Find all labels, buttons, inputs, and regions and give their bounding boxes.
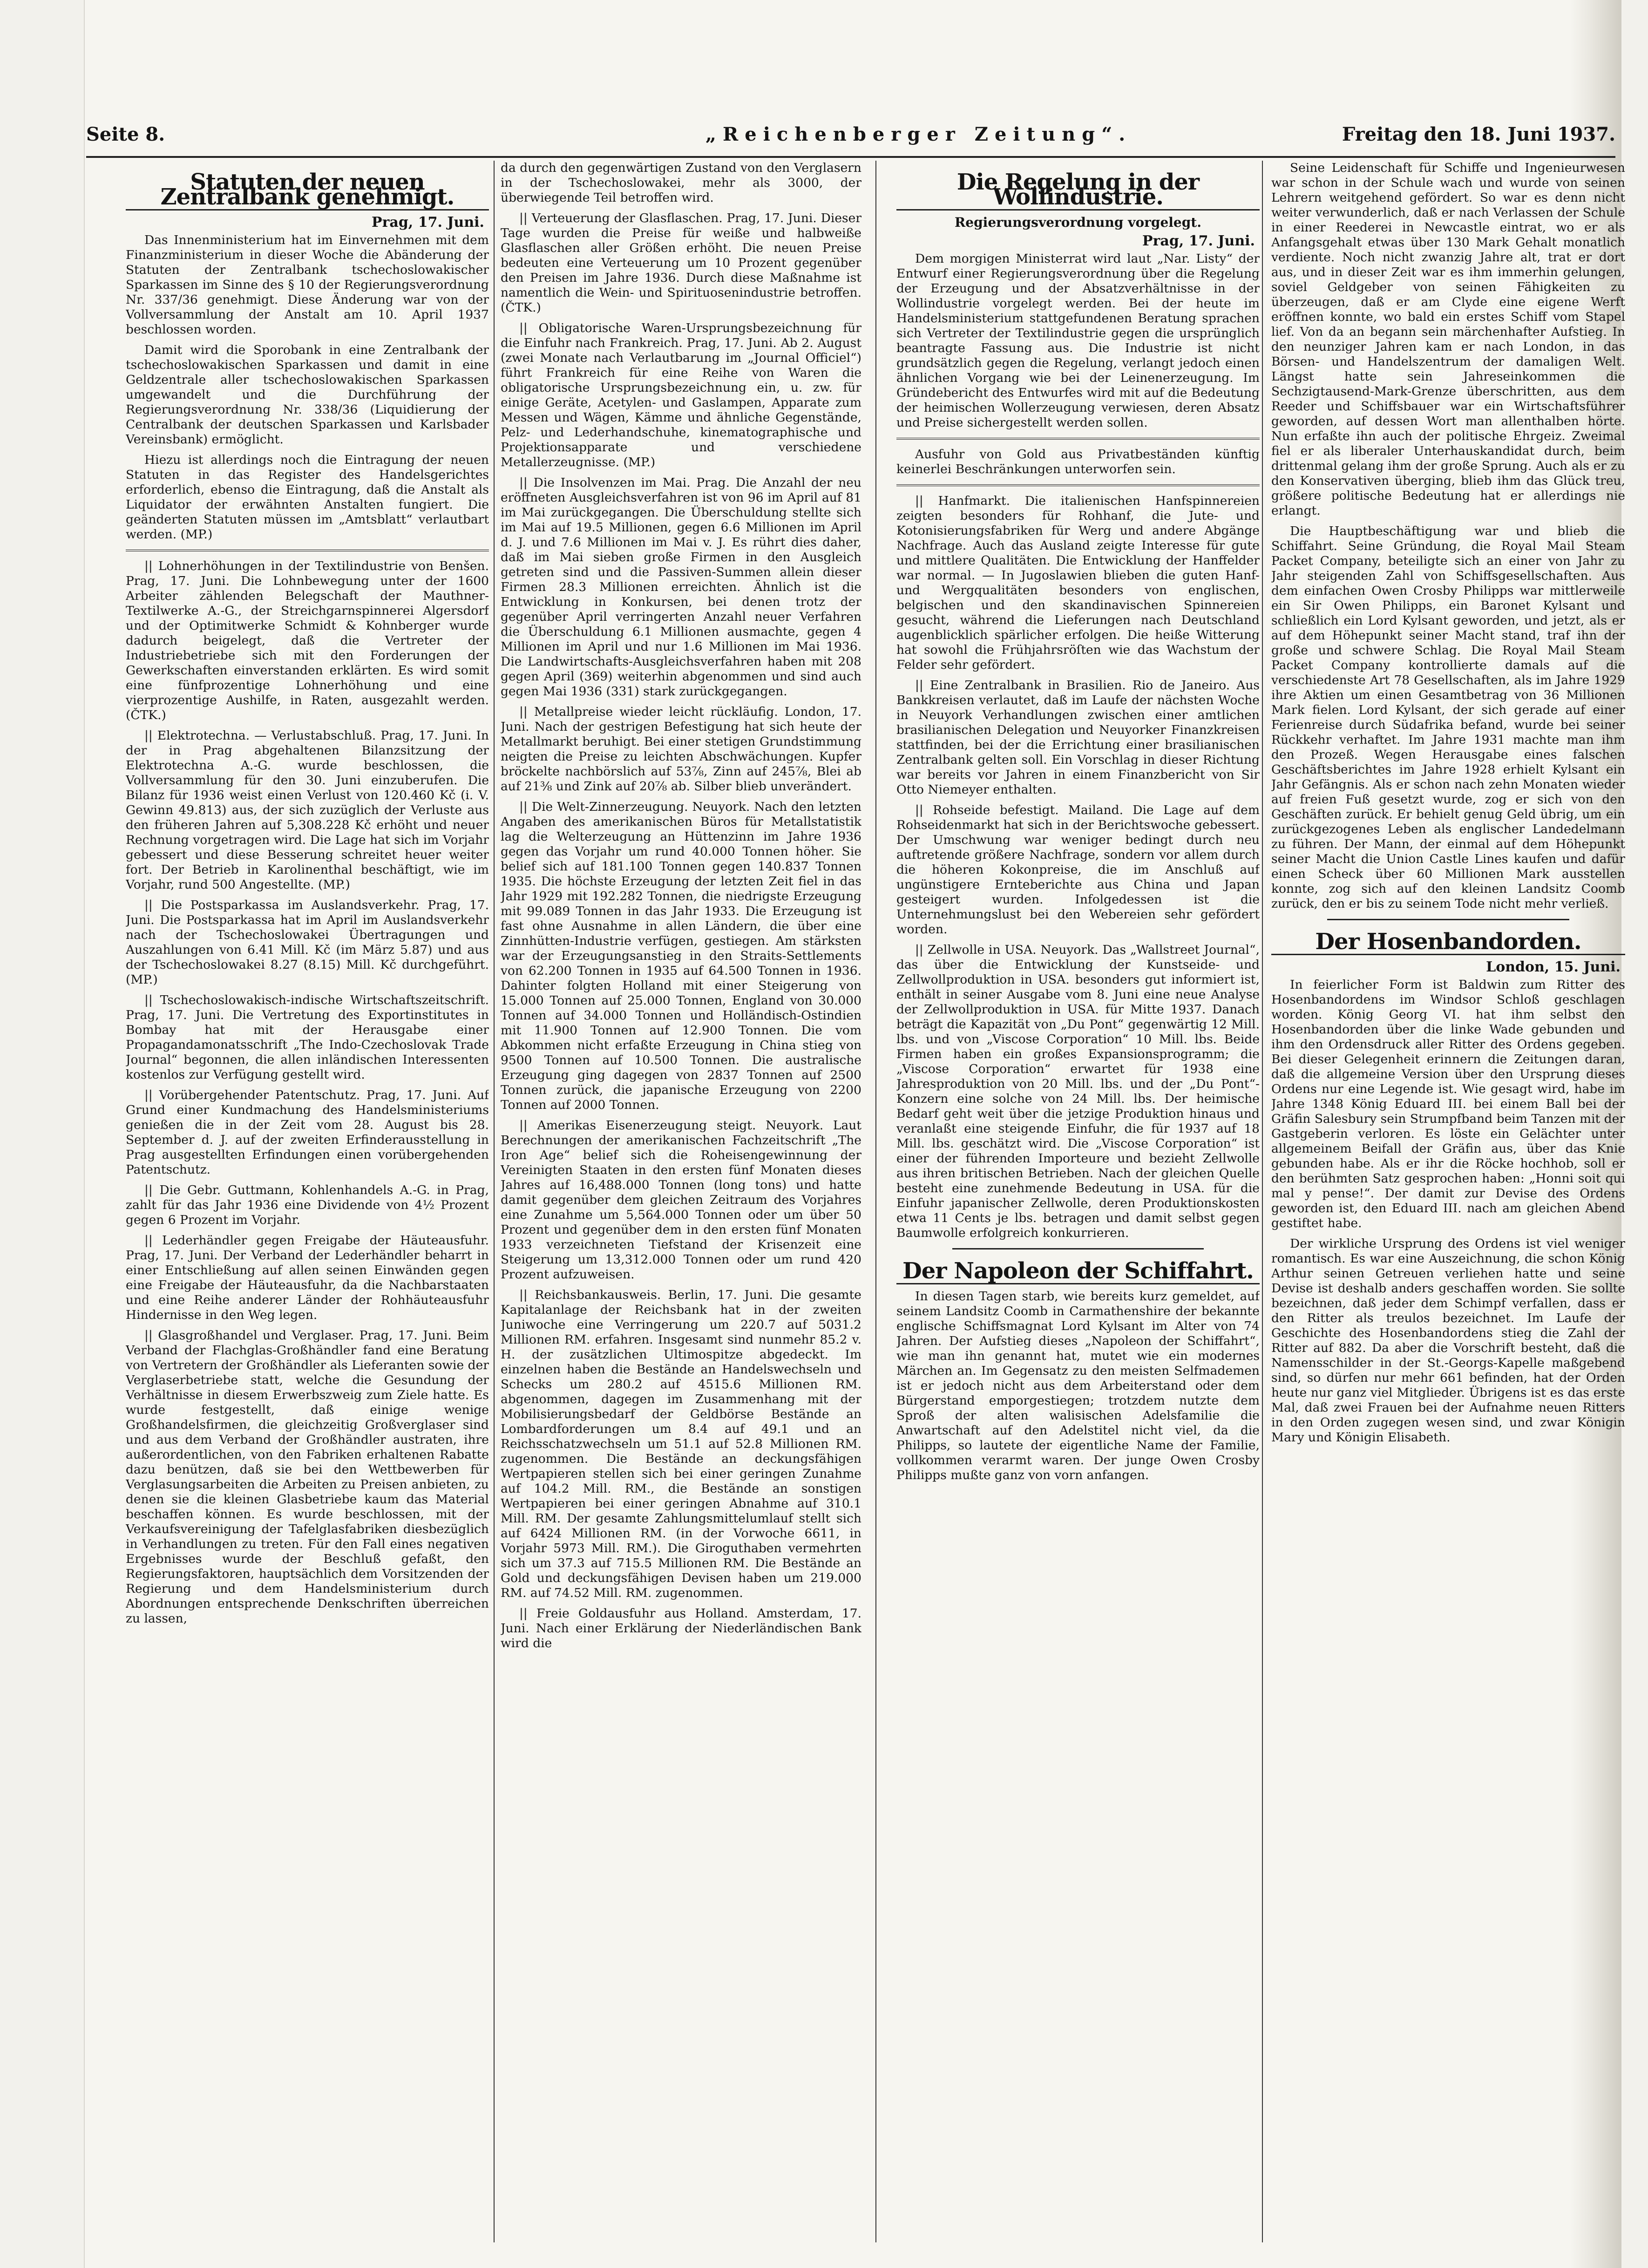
article-headline: Der Napoleon der Schiffahrt. bbox=[896, 1263, 1260, 1284]
paragraph: Seine Leidenschaft für Schiffe und Ingenieurwesen war schon in der Schule wach und wurde von seinen Lehrern weitgehend gefördert. So war es denn nicht weiter verwunderlich, daß er nach Verlassen der Schule in einer Reederei in Newcastle eintrat, wo er als Anfangsgehalt etwas über 130 Mark Gehalt monatlich verdiente. Noch nicht zwanzig Jahre alt, trat er dort aus, und in dieser Zeit war es ihm immerhin gelungen, soviel Geldgeber von seinen Fähigkeiten zu überzeugen, daß er am Clyde eine eigene Werft eröffnen konnte, wo bald ein erstes Schiff vom Stapel lief. Von da an begann sein märchenhafter Aufstieg. In den neunziger Jahren kam er nach London, in das Börsen- und Handelszentrum der damaligen Welt. Längst hatte sein Jahreseinkommen die Sechzigtausend-Mark-Grenze überschritten, aus dem Reeder und Schiffsbauer war ein Wirtschaftsführer geworden, auf dessen Wort man allenthalben hörte. Nun erfaßte ihn auch der politische Ehrgeiz. Zweimal fiel er als liberaler Unterhauskandidat durch, beim drittenmal gelang ihm der große Sprung. Auch als er zu den Konservativen überging, blieb ihm das Glück treu, größere politische Bedeutung hat er allerdings nie erlangt. bbox=[1271, 161, 1625, 518]
paragraph: Der wirkliche Ursprung des Ordens ist viel weniger romantisch. Es war eine Auszeichnung, die schon König Arthur seinen Getreuen verliehen hatte und seine Devise ist deshalb anders geschaffen worden. Sie sollte bezeichnen, daß jeder dem Schimpf verfallen, dass er den Ritter als treulos bezeichnet. Im Laufe der Geschichte des Hosenbandordens stieg die Zahl der Ritter auf 882. Da aber die Vorschrift besteht, daß die Namensschilder in der St.-Georgs-Kapelle maßgebend sind, so dürfen nur mehr 661 befinden, hat der Orden heute nur ganz viel Mitglieder. Übrigens ist es das erste Mal, daß zwei Frauen bei der Aufnahme neuen Ritters in den Orden zugegen wesen sind, und zwar Königin Mary und Königin Elisabeth. bbox=[1271, 1236, 1625, 1445]
article-subtitle: Regierungsverordnung vorgelegt. bbox=[955, 215, 1201, 230]
paragraph: In diesen Tagen starb, wie bereits kurz gemeldet, auf seinem Landsitz Coomb in Carmathenshire der bekannte englische Schiffsmagnat Lord Kylsant im Alter von 74 Jahren. Der Aufstieg dieses „Napoleon der Schiffahrt“, wie man ihn genannt hat, mutet wie ein modernes Märchen an. Im Gegensatz zu den meisten Selfmademen ist er jedoch nicht aus dem Arbeiterstand oder dem Bürgerstand emporgestiegen; trotzdem nutzte dem Sproß der alten walisischen Adelsfamilie die Anwartschaft auf den Adelstitel nicht viel, da die Philipps, so lautete der eigentliche Name der Familie, vollkommen verarmt waren. Der junge Owen Crosby Philipps mußte ganz von vorn anfangen. bbox=[896, 1289, 1260, 1482]
article-headline: Der Hosenbandorden. bbox=[1271, 934, 1625, 955]
column-3 bbox=[896, 161, 1260, 2247]
article-headline: Statuten der neuen Zentralbank genehmigt. bbox=[126, 175, 489, 211]
news-item: || Metallpreise wieder leicht rückläufig. London, 17. Juni. Nach der gestrigen Befestigung hat sich heute der Metallmarkt beruhigt. Bei einer stetigen Grundstimmung neigten die Preise zu leichten Abschwächungen. Kupfer bröckelte nachbörslich auf 53⅞, Zinn auf 245⅞, Blei ab auf 21⅜ und Zink auf 20⅞ ab. Silber blieb unverändert. bbox=[501, 705, 861, 794]
column-2 bbox=[501, 161, 861, 2247]
paragraph: Ausfuhr von Gold aus Privatbeständen künftig keinerlei Beschränkungen unterworfen sein. bbox=[896, 447, 1260, 476]
news-item: || Lederhändler gegen Freigabe der Häuteausfuhr. Prag, 17. Juni. Der Verband der Lederhändler beharrt in einer Entschließung auf allen seinen Einwänden gegen eine Freigabe der Häuteausfuhr, da die Nachbarstaaten und eine Reihe anderer Länder der Rohhäuteausfuhr Hindernisse in den Weg legen. bbox=[126, 1233, 489, 1322]
news-item: || Rohseide befestigt. Mailand. Die Lage auf dem Rohseidenmarkt hat sich in der Berichtswoche gebessert. Der Umschwung war weniger bedingt durch neu auftretende größere Nachfrage, sondern vor allem durch die höheren Kokonpreise, die im Anschluß auf ungünstigere Ernteberichte aus China und Japan gesteigert wurden. Infolgedessen ist die Unternehmungslust bei den Webereien sehr gefördert worden. bbox=[896, 803, 1260, 937]
separator bbox=[1327, 919, 1569, 920]
news-item: || Die Gebr. Guttmann, Kohlenhandels A.-G. in Prag, zahlt für das Jahr 1936 eine Dividende von 4½ Prozent gegen 6 Prozent im Vorjahr. bbox=[126, 1183, 489, 1227]
news-item: || Die Welt-Zinnerzeugung. Neuyork. Nach den letzten Angaben des amerikanischen Büros für Metallstatistik lag die Welterzeugung an Hüttenzinn im Jahre 1936 gegen das Vorjahr um rund 40.000 Tonnen höher. Sie belief sich auf 181.100 Tonnen gegen 140.837 Tonnen 1935. Die höchste Erzeugung der letzten Zeit fiel in das Jahr 1929 mit 192.282 Tonnen, die niedrigste Erzeugung mit 99.089 Tonnen in das Jahr 1933. Die Erzeugung ist fast ohne Ausnahme in allen Ländern, die über eine Zinnhütten-Industrie verfügen, gestiegen. Am stärksten war der Erzeugungsanstieg in den Straits-Settlements von 62.200 Tonnen in 1935 auf 64.500 Tonnen in 1936. Dahinter folgten Holland mit einer Steigerung von 15.000 Tonnen auf 25.000 Tonnen, England von 30.000 Tonnen auf 34.000 Tonnen und Holländisch-Ostindien mit 11.900 Tonnen auf 12.900 Tonnen. Die vom Abkommen nicht erfaßte Erzeugung in China stieg von 9500 Tonnen auf 10.500 Tonnen. Die australische Erzeugung ging dagegen von 2837 Tonnen auf 2500 Tonnen zurück, die japanische Erzeugung von 2200 Tonnen auf 2000 Tonnen. bbox=[501, 800, 861, 1112]
news-item: || Lohnerhöhungen in der Textilindustrie von Benšen. Prag, 17. Juni. Die Lohnbewegung unter der 1600 Arbeiter zählenden Belegschaft der Mauthner-Textilwerke A.-G., der Streichgarnspinnerei Algersdorf und der Optimitwerke Schmidt & Kohnberger wurde dadurch beigelegt, daß die Vertreter der Industriebetriebe sich mit den Forderungen der Gewerkschaften einverstanden erklärten. Es wird somit eine fünfprozentige Lohnerhöhung und eine vierprozentige Aushilfe, in Raten, ausgezahlt werden. (ČTK.) bbox=[126, 559, 489, 722]
dateline: Prag, 17. Juni. bbox=[1142, 233, 1255, 249]
paragraph: Damit wird die Sporobank in eine Zentralbank der tschechoslowakischen Sparkassen und damit in eine Geldzentrale aller tschechoslowakischen Sparkassen umgewandelt und die Durchführung der Regierungsverordnung Nr. 338/36 (Liquidierung der Centralbank der deutschen Sparkassen und Karlsbader Vereinsbank) ermöglicht. bbox=[126, 343, 489, 447]
paragraph: In feierlicher Form ist Baldwin zum Ritter des Hosenbandordens im Windsor Schloß geschlagen worden. König Georg VI. hat ihm selbst den Hosenbandorden über die linke Wade gebunden und ihm den Ordensdruck aller Ritter des Ordens gegeben. Bei dieser Gelegenheit erinnern die Zeitungen daran, daß die allgemeine Version über den Ursprung dieses Ordens nur eine Legende ist. Wie gesagt wird, habe im Jahre 1348 König Eduard III. bei einem Ball bei der Gräfin Salesbury sein Strumpfband beim Tanzen mit der Gastgeberin verloren. Es löste ein Gelächter unter allgemeinem Beifall der Gräfin aus, über das Knie gebunden habe. Als er ihr die Röcke hochhob, soll er den berühmten Satz gesprochen haben: „Honni soit qui mal y pense!“. Der damit zur Devise des Ordens geworden ist, den Eduard III. nach am gleichen Abend gestiftet habe. bbox=[1271, 978, 1625, 1230]
news-item: || Die Postsparkassa im Auslandsverkehr. Prag, 17. Juni. Die Postsparkassa hat im April im Auslandsverkehr nach der Tschechoslowakei Übertragungen und Auszahlungen von 6.41 Mill. Kč (im März 5.87) und aus der Tschechoslowakei 8.27 (8.15) Mill. Kč durchgeführt. (MP.) bbox=[126, 898, 489, 987]
separator bbox=[896, 484, 1260, 486]
paragraph: Hiezu ist allerdings noch die Eintragung der neuen Statuten in das Register des Handelsgerichtes erforderlich, ebenso die Eintragung, daß die Anstalt als Liquidator der erwähnten Anstalten fungiert. Die geänderten Statuten müssen im „Amtsblatt“ verlautbart werden. (MP.) bbox=[126, 453, 489, 542]
dateline: London, 15. Juni. bbox=[1486, 959, 1621, 975]
paragraph: Die Hauptbeschäftigung war und blieb die Schiffahrt. Seine Gründung, die Royal Mail Steam Packet Company, beteiligte sich an einer von Jahr zu Jahr steigenden Zahl von Schiffsgesellschaften. Aus dem einfachen Owen Crosby Philipps war mittlerweile ein Sir Owen Philipps, ein Baronet Kylsant und schließlich ein Lord Kylsant geworden, und jetzt, als er auf dem Höhepunkt seiner Macht stand, traf ihn der große und schwere Schlag. Die Royal Mail Steam Packet Company kontrollierte damals auf die verschiedenste Art 78 Gesellschaften, als im Jahre 1929 ihre Aktien um einen Gesamtbetrag von 36 Millionen Mark fielen. Lord Kylsant, der sich gerade auf einer Ferienreise durch Südafrika befand, wurde bei seiner Rückkehr verhaftet. Im Jahre 1931 machte man ihm den Prozeß. Wegen Herausgabe eines falschen Geschäftsberichtes im Jahre 1928 erhielt Kylsant ein Jahr Gefängnis. Als er schon nach zehn Monaten wieder auf freien Fuß gesetzt wurde, zog er sich von den Geschäften zurück. Er behielt genug Geld übrig, um ein zurückgezogenes Leben als englischer Landedelmann zu führen. Der Mann, der einmal auf dem Höhepunkt seiner Macht die Union Castle Lines kaufen und dafür einen Scheck über 60 Millionen Mark ausstellen konnte, zog sich auf den kleinen Landsitz Coomb zurück, den er bis zu seinem Tode nicht mehr verließ. bbox=[1271, 524, 1625, 911]
separator bbox=[952, 1248, 1204, 1249]
column-rule bbox=[1262, 161, 1263, 2242]
news-item: || Reichsbankausweis. Berlin, 17. Juni. Die gesamte Kapitalanlage der Reichsbank hat in der zweiten Juniwoche eine Verringerung um 220.7 auf 5031.2 Millionen RM. erfahren. Insgesamt sind nunmehr 85.2 v. H. der zusätzlichen Ultimospitze abgedeckt. Im einzelnen haben die Bestände an Handelswechseln und Schecks um 280.2 auf 4515.6 Millionen RM. abgenommen, dagegen im Zusammenhang mit der Mobilisierungsbedarf der Geldbörse Bestände an Lombardforderungen um 8.4 auf 49.1 und an Reichsschatzwechseln um 51.1 auf 52.8 Millionen RM. zugenommen. Die Bestände an deckungsfähigen Wertpapieren stellen sich bei einer geringen Zunahme auf 104.2 Mill. RM., die Bestände an sonstigen Wertpapieren bei einer geringen Abnahme auf 310.1 Mill. RM. Der gesamte Zahlungsmittelumlauf stellt sich auf 6424 Millionen RM. (in der Vorwoche 6611, in Vorjahr 5973 Mill. RM.). Die Giroguthaben vermehrten sich um 37.3 auf 715.5 Millionen RM. Die Bestände an Gold und deckungsfähigen Devisen haben um 219.000 RM. auf 74.52 Mill. RM. zugenommen. bbox=[501, 1288, 861, 1600]
news-item: || Glasgroßhandel und Verglaser. Prag, 17. Juni. Beim Verband der Flachglas-Großhändler fand eine Beratung von Vertretern der Großhändler als Lieferanten sowie der Verglaserbetriebe statt, welche die Gesundung der Verhältnisse in diesem Erwerbszweig zum Ziele hatte. Es wurde festgestellt, daß einige wenige Großhandelsfirmen, die gleichzeitig Großverglaser sind und aus dem Verband der Großhändler austraten, ihre außerordentlichen, von den Fabriken erhaltenen Rabatte dazu benützen, daß sie bei den Wettbewerben für Verglasungsarbeiten die Arbeiten zu Preisen anbieten, zu denen sie die kleinen Glasbetriebe kaum das Material beschaffen können. Es wurde beschlossen, mit der Verkaufsvereinigung der Tafelglasfabriken diesbezüglich in Verhandlungen zu treten. Für den Fall eines negativen Ergebnisses wurde der Beschluß gefaßt, den Regierungsfaktoren, hauptsächlich dem Vorsitzenden der Regierung und dem Handelsministerium durch Abordnungen entsprechende Denkschriften überreichen zu lassen, bbox=[126, 1328, 489, 1626]
news-item: || Die Insolvenzen im Mai. Prag. Die Anzahl der neu eröffneten Ausgleichsverfahren ist von 96 im April auf 81 im Mai zurückgegangen. Die Überschuldung stellte sich im Mai auf 19.5 Millionen, gegen 6.6 Millionen im April d. J. und 7.6 Millionen im Mai v. J. Es rührt dies daher, daß im Mai sieben große Firmen in den Ausgleich getreten sind und die Passiven-Summen allein dieser Firmen 28.3 Millionen erreichten. Ähnlich ist die Entwicklung in Konkursen, bei denen trotz der gegenüber April verringerten Anzahl neuer Verfahren die Überschuldung 6.1 Millionen ausmachte, gegen 4 Millionen im April und nur 1.6 Millionen im Mai 1936. Die Landwirtschafts-Ausgleichsverfahren haben mit 208 gegen April (369) weiterhin abgenommen und sind auch gegen Mai 1936 (331) stark zurückgegangen. bbox=[501, 475, 861, 699]
paragraph: da durch den gegenwärtigen Zustand von den Verglasern in der Tschechoslowakei, mehr als 3000, der überwiegende Teil betroffen wird. bbox=[501, 161, 861, 205]
news-item: || Obligatorische Waren-Ursprungsbezeichnung für die Einfuhr nach Frankreich. Prag, 17. Juni. Ab 2. August (zwei Monate nach Verlautbarung im „Journal Officiel“) führt Frankreich für eine Reihe von Waren die obligatorische Ursprungsbezeichnung ein, u. zw. für einige Geräte, Acetylen- und Gaslampen, Apparate zum Messen und Wägen, Kämme und ähnliche Gegenstände, Pelz- und Lederhandschuhe, kinematographische und Projektionsapparate und verschiedene Metallerzeugnisse. (MP.) bbox=[501, 321, 861, 469]
paragraph: Das Innenministerium hat im Einvernehmen mit dem Finanzministerium in dieser Woche die Abänderung der Statuten der Zentralbank tschechoslowakischer Sparkassen im Sinne des § 10 der Regierungsverordnung Nr. 337/36 genehmigt. Diese Änderung war von der Vollversammlung der Anstalt am 10. April 1937 beschlossen worden. bbox=[126, 233, 489, 337]
newspaper-title: „Reichenberger Zeitung“. bbox=[705, 123, 1132, 145]
page-header bbox=[86, 114, 1615, 158]
page-number: Seite 8. bbox=[86, 123, 165, 145]
column-rule bbox=[875, 161, 876, 2242]
news-item: || Freie Goldausfuhr aus Holland. Amsterdam, 17. Juni. Nach einer Erklärung der Niederländischen Bank wird die bbox=[501, 1606, 861, 1650]
column-rule bbox=[494, 161, 495, 2242]
news-item: || Amerikas Eisenerzeugung steigt. Neuyork. Laut Berechnungen der amerikanischen Fachzeitschrift „The Iron Age“ belief sich die Roheisengewinnung der Vereinigten Staaten in den ersten fünf Monaten dieses Jahres auf 16,488.000 Tonnen (long tons) und hatte damit gegenüber dem gleichen Zeitraum des Vorjahres eine Zunahme um 5,564.000 Tonnen oder um über 50 Prozent und gegenüber dem in den ersten fünf Monaten 1933 verzeichneten Tiefstand der Krisenzeit eine Steigerung um 13,312.000 Tonnen oder um rund 420 Prozent aufzuweisen. bbox=[501, 1118, 861, 1282]
news-item: || Elektrotechna. — Verlustabschluß. Prag, 17. Juni. In der in Prag abgehaltenen Bilanzsitzung der Elektrotechna A.-G. wurde beschlossen, die Vollversammlung für den 30. Juni einzuberufen. Die Bilanz für 1936 weist einen Verlust von 120.460 Kč (i. V. Gewinn 49.813) aus, der sich zuzüglich der Verluste aus den früheren Jahren auf 5,308.228 Kč erhöht und neuer Rechnung vorgetragen wird. Die Lage hat sich im Vorjahr gebessert und diese Besserung schreitet heuer weiter fort. Der Betrieb in Karolinenthal beschäftigt, wie im Vorjahr, rund 500 Angestellte. (MP.) bbox=[126, 728, 489, 892]
dateline: Prag, 17. Juni. bbox=[372, 214, 484, 231]
column-4 bbox=[1271, 161, 1625, 2247]
news-item: || Eine Zentralbank in Brasilien. Rio de Janeiro. Aus Bankkreisen verlautet, daß im Laufe der nächsten Woche in Neuyork Verhandlungen zwischen einer amtlichen brasilianischen Delegation und Neuyorker Finanzkreisen stattfinden, bei der die Errichtung einer brasilianischen Zentralbank gelten soll. Ein Vorschlag in dieser Richtung war bereits vor Jahren in einem Finanzbericht von Sir Otto Niemeyer enthalten. bbox=[896, 678, 1260, 797]
news-item: || Vorübergehender Patentschutz. Prag, 17. Juni. Auf Grund einer Kundmachung des Handelsministeriums genießen die in der Zeit vom 28. August bis 28. September d. J. auf der zweiten Erfinderausstellung in Prag ausgestellten Erfindungen einen vorübergehenden Patentschutz. bbox=[126, 1088, 489, 1177]
separator bbox=[896, 438, 1260, 440]
separator bbox=[126, 550, 489, 551]
news-item: || Hanfmarkt. Die italienischen Hanfspinnereien zeigten besonders für Rohhanf, die Jute- und Kotonisierungsfabriken für Werg und andere Abgänge Nachfrage. Auch das Ausland zeigte Interesse für gute und mittlere Qualitäten. Die Entwicklung der Hanffelder war normal. — In Jugoslawien blieben die guten Hanf- und Wergqualitäten besonders von englischen, belgischen und den skandinavischen Spinnereien gesucht, während die Lieferungen nach Deutschland augenblicklich spärlicher erfolgen. Die heiße Witterung hat sowohl die Frühjahrsröſten wie das Wachstum der Felder sehr gefördert. bbox=[896, 494, 1260, 672]
article-headline: Die Regelung in der Wollindustrie. bbox=[896, 175, 1260, 211]
news-item: || Tschechoslowakisch-indische Wirtschaftszeitschrift. Prag, 17. Juni. Die Vertretung des Exportinstitutes in Bombay hat mit der Herausgabe einer Propagandamonatsschrift „The Indo-Czechoslovak Trade Journal“ begonnen, die allen inländischen Interessenten kostenlos zur Verfügung gestellt wird. bbox=[126, 993, 489, 1082]
news-item: || Verteuerung der Glasflaschen. Prag, 17. Juni. Dieser Tage wurden die Preise für weiße und halbweiße Glasflaschen aller Größen erhöht. Die neuen Preise bedeuten eine Verteuerung um 10 Prozent gegenüber den Preisen im Jahre 1936. Durch diese Maßnahme ist namentlich die Wein- und Spirituosenindustrie betroffen. (ČTK.) bbox=[501, 211, 861, 315]
column-1 bbox=[126, 161, 489, 2247]
paragraph: Dem morgigen Ministerrat wird laut „Nar. Listy“ der Entwurf einer Regierungsverordnung über die Regelung der Erzeugung und der Absatzverhältnisse in der Wollindustrie vorgelegt werden. Bei der heute im Handelsministerium stattgefundenen Beratung sprachen sich Vertreter der Textilindustrie gegen die ursprünglich beantragte Fassung aus. Die Industrie ist nicht grundsätzlich gegen die Regelung, verlangt jedoch einen ähnlichen Vorgang wie bei der Leinenerzeugung. Im Gründebericht des Entwurfes wird mit auf die Bedeutung der heimischen Wollerzeugung verwiesen, deren Absatz und Preise sichergestellt werden sollen. bbox=[896, 251, 1260, 430]
news-item: || Zellwolle in USA. Neuyork. Das „Wallstreet Journal“, das über die Entwicklung der Kunstseide- und Zellwollproduktion in USA. besonders gut informiert ist, enthält in seiner Ausgabe vom 8. Juni eine neue Analyse der Zellwollproduktion in USA. für Mitte 1937. Danach beträgt die Kapazität von „Du Pont“ gegenwärtig 12 Mill. lbs. und von „Viscose Corporation“ 10 Mill. lbs. Beide Firmen haben ein großes Expansionsprogramm; die „Viscose Corporation“ erwartet für 1938 eine Jahresproduktion von 20 Mill. lbs. und der „Du Pont“-Konzern eine solche von 24 Mill. lbs. Der heimische Bedarf geht weit über die jetzige Produktion hinaus und veranlaßt eine steigende Einfuhr, die für 1937 auf 18 Mill. lbs. geschätzt wird. Die „Viscose Corporation“ ist einer der führenden Importeure und bezieht Zellwolle aus ihren britischen Betrieben. Nach der gleichen Quelle besteht eine zunehmende Bedeutung in USA. für die Einfuhr japanischer Zellwolle, deren Produktionskosten etwa 11 Cents je lbs. betragen und damit selbst gegen Baumwolle erfolgreich konkurrieren. bbox=[896, 943, 1260, 1240]
issue-date: Freitag den 18. Juni 1937. bbox=[1342, 123, 1615, 145]
